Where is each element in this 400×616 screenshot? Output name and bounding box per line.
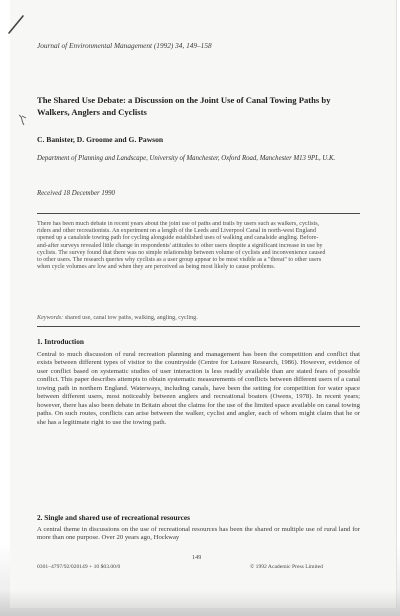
keywords-label: Keywords: — [37, 315, 64, 321]
copyright-line: © 1992 Academic Press Limited — [250, 564, 323, 570]
article-authors: C. Banister, D. Groome and G. Pawson — [37, 135, 164, 144]
staple-mark-icon — [6, 13, 26, 35]
abstract-bottom-rule — [37, 326, 360, 327]
page-number: 149 — [192, 554, 202, 561]
abstract-top-rule — [37, 213, 360, 214]
pencil-mark-icon — [17, 113, 29, 127]
received-date: Received 18 December 1990 — [37, 190, 115, 197]
article-title: The Shared Use Debate: a Discussion on the Joint Use of Canal Towing Paths by Walkers, Anglers and Cyclists — [37, 95, 331, 117]
issn-line: 0301–4797/92/020149 + 10 $03.00/0 — [37, 564, 121, 570]
page-bottom-shadow — [0, 590, 400, 616]
author-affiliation: Department of Planning and Landscape, University of Manchester, Oxford Road, Manchester M13 9PL, U.K. — [37, 155, 336, 162]
section-heading: 1. Introduction — [37, 337, 84, 346]
section-body: A central theme in discussions on the use of recreational resources has been the shared or multiple use of rural land for more than one purpose. Over 20 years ago, Hockway — [37, 526, 360, 542]
keywords-line — [37, 315, 198, 321]
journal-citation: Journal of Environmental Management (1992) 34, 149–158 — [37, 41, 212, 50]
section-body: Central to much discussion of rural recreation planning and management has been the competition and conflict that exists between different types of visitor to the countryside (Centre for Leisure Research, 1986). However, evidence of user conflict based on systematic studies of user interaction is less readily available than are stated fears of possible conflict. This paper describes attempts to obtain systematic measurements of conflicts between different users of a canal towing path in northern England. Waterways, including canals, have been the setting for competition for water space between different users, most noticeably between anglers and recreational boaters (Owens, 1978). In recent years; however, there has also been debate in Britain about the claims for the use of the limited space available on canal towing paths. On such routes, conflicts can arise between the walker, cyclist and angler, each of whom might claim that he or she has a legitimate right to use the towing path. — [37, 351, 360, 426]
keywords-list: shared use, canal tow paths, walking, angling, cycling. — [64, 315, 198, 321]
abstract-text: There has been much debate in recent years about the joint use of paths and trails by users such as walkers, cyclists, riders and other recreationists. An experiment on a length of the Leeds and Liverpool Canal in north-west England opened up a canalside towing path for cycling alongside established uses of walking and canalside angling. Before-and-after surveys revealed little change in respondents' attitudes to other users despite a significant increase in use by cyclists. The survey found that there was no simple relationship between volume of cyclists and inconvenience caused to other users. The research queries why cyclists as a user group appear to be most visible as a "threat" to other users when cycle volumes are low and when they are perceived as being most likely to cause problems. — [37, 221, 326, 271]
section-heading: 2. Single and shared use of recreational resources — [37, 513, 190, 522]
